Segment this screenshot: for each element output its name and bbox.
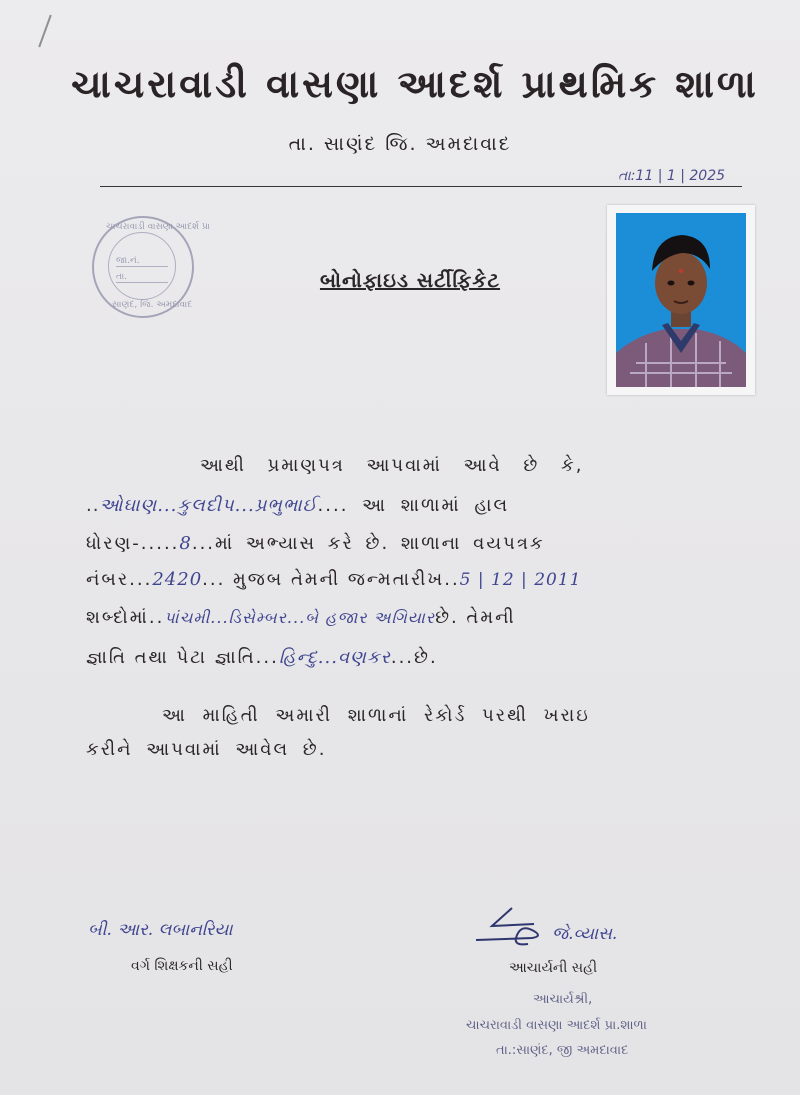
- cert-line-5: [86, 604, 746, 632]
- cert-line-3-post: ...માં અભ્યાસ કરે છે. શાળાના વયપત્રક: [191, 533, 545, 554]
- cert-line-6-pre: જ્ઞાતિ તથા પેટા જ્ઞાતિ...: [86, 647, 279, 668]
- date-of-birth-words: પાંચમી...ડિસેમ્બર...બે હજાર અગિયાર: [164, 608, 436, 627]
- stamp-ring-bottom: સાણંદ, જિ. અમદાવાદ: [112, 300, 193, 310]
- cert-line-5-post: છે. તેમની: [435, 607, 516, 628]
- pen-mark: [38, 15, 52, 48]
- caste: હિન્દુ...વણકર: [278, 647, 391, 668]
- principal-stamp-line-3: તા.:સાણંદ, જી અમદાવાદ: [496, 1043, 629, 1058]
- cert-line-1: [200, 452, 740, 480]
- school-stamp: [92, 216, 210, 318]
- student-photo-frame: [607, 205, 755, 395]
- certificate-title: બોનોફાઇડ સર્ટીફિકેટ: [319, 268, 501, 292]
- cert-line-3-pre: ધોરણ-.....: [86, 533, 180, 554]
- cert-line-6: [86, 644, 746, 672]
- stamp-ring-top: ચાચરાવાડી વાસણા આદર્શ પ્રા: [106, 222, 210, 232]
- cert-line-7-text: આ માહિતી અમારી શાળાનાં રેકોર્ડ પરથી ખરાઇ: [162, 705, 590, 726]
- register-number: 2420: [152, 569, 203, 590]
- cert-line-4-mid: ... મુજબ તેમની જન્મતારીખ..: [202, 569, 460, 590]
- cert-line-2-pre: ..: [86, 495, 100, 516]
- cert-line-7: [162, 702, 742, 730]
- cert-line-2: [86, 492, 746, 520]
- stamp-line-number: જા.નં.: [116, 256, 168, 267]
- school-address: તા. સાણંદ જિ. અમદાવાદ: [288, 133, 512, 155]
- principal-stamp-line-1: આચાર્યશ્રી,: [533, 992, 593, 1007]
- teacher-signature: બી. આર. લબાનરિયા: [88, 920, 233, 940]
- cert-line-5-pre: શબ્દોમાં..: [86, 607, 165, 628]
- cert-line-4: [86, 566, 746, 594]
- cert-line-8: [86, 736, 746, 764]
- cert-line-8-text: કરીને આપવામાં આવેલ છે.: [86, 739, 327, 760]
- school-name: ચાચરાવાડી વાસણા આદર્શ પ્રાથમિક શાળા: [71, 62, 759, 106]
- issue-date: તા:11 | 1 | 2025: [618, 168, 726, 184]
- header-divider: [100, 186, 742, 187]
- principal-signature: જે.વ્યાસ.: [552, 924, 618, 944]
- cert-line-6-post: ...છે.: [390, 647, 438, 668]
- student-photo: [616, 213, 746, 387]
- student-name: ઓઘાણ...કુલદીપ...પ્રભુભાઈ: [99, 495, 318, 516]
- cert-line-1-text: આથી પ્રમાણપત્ર આપવામાં આવે છે કે,: [200, 455, 584, 476]
- student-standard: 8: [179, 533, 192, 554]
- cert-line-3: [86, 530, 746, 558]
- principal-signature-scribble: [472, 904, 552, 950]
- cert-line-2-post: .... આ શાળામાં હાલ: [317, 495, 510, 516]
- cert-line-4-pre: નંબર...: [86, 569, 153, 590]
- principal-stamp-line-2: ચાચરાવાડી વાસણા આદર્શ પ્રા.શાળા: [466, 1018, 647, 1033]
- teacher-sign-label: વર્ગ શિક્ષકની સહી: [131, 958, 233, 974]
- stamp-line-date: તા.: [116, 272, 168, 283]
- student-photo-icon: [616, 213, 746, 387]
- principal-sign-label: આચાર્યની સહી: [509, 960, 598, 976]
- date-of-birth: 5 | 12 | 2011: [459, 570, 582, 590]
